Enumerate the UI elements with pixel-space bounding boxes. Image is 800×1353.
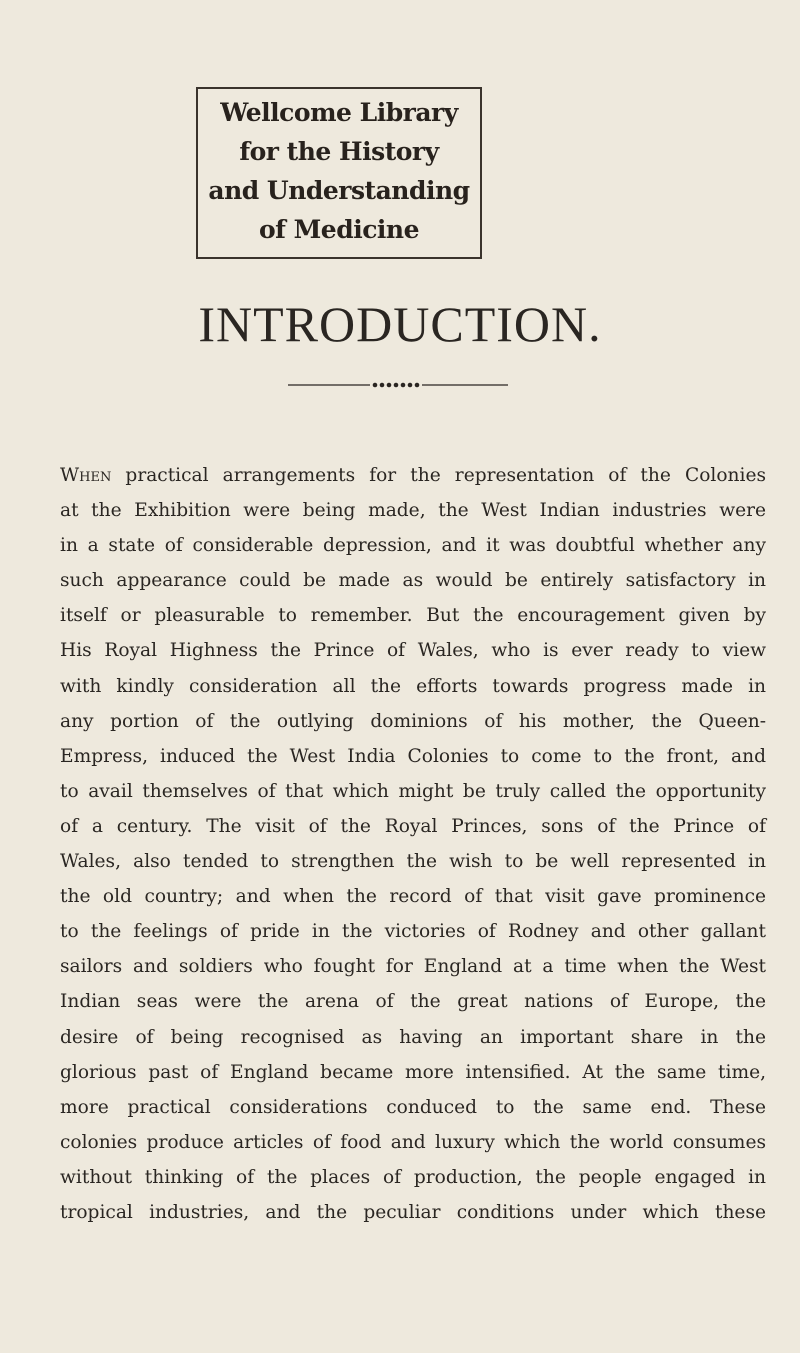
stamp-line: and Understanding (208, 176, 470, 205)
text-line: His Royal Highness the Prince of Wales, who is ever ready to view (60, 640, 766, 662)
text-line: the old country; and when the record of that visit gave prominence (60, 886, 766, 908)
text-line: glorious past of England became more intensified. At the same time, (60, 1061, 766, 1083)
page-title: INTRODUCTION. (198, 296, 602, 352)
text-line: at the Exhibition were being made, the West Indian industries were (60, 500, 766, 522)
text-line: Wales, also tended to strengthen the wish to be well represented in (60, 851, 766, 873)
text-line: of a century. The visit of the Royal Princes, sons of the Prince of (60, 815, 766, 837)
text-line: desire of being recognised as having an important share in the (60, 1026, 766, 1048)
text-line: without thinking of the places of production, the people engaged in (60, 1166, 766, 1188)
stamp-line: Wellcome Library (220, 98, 458, 127)
text-line: to avail themselves of that which might be truly called the opportunity (60, 780, 766, 802)
text-line: tropical industries, and the peculiar conditions under which these (60, 1201, 766, 1223)
stamp-line: for the History (239, 137, 439, 166)
text-line: itself or pleasurable to remember. But the encouragement given by (60, 605, 766, 627)
text-line: Empress, induced the West India Colonies to come to the front, and (60, 745, 766, 767)
text-line: sailors and soldiers who fought for England at a time when the West (60, 956, 766, 978)
text-line: more practical considerations conduced to the same end. These (60, 1096, 766, 1118)
text-line: colonies produce articles of food and luxury which the world consumes (60, 1131, 766, 1153)
text-line: to the feelings of pride in the victories of Rodney and other gallant (60, 921, 766, 943)
stamp-line: of Medicine (259, 215, 419, 244)
body-paragraph (60, 458, 766, 1230)
text-line: with kindly consideration all the efforts towards progress made in (60, 675, 766, 697)
ornamental-divider (288, 380, 508, 390)
first-word: When (60, 465, 112, 486)
text-line: such appearance could be made as would be entirely satisfactory in (60, 570, 766, 592)
text-line: in a state of considerable depression, and it was doubtful whether any (60, 535, 766, 557)
text-line: Indian seas were the arena of the great nations of Europe, the (60, 991, 766, 1013)
text-line: any portion of the outlying dominions of his mother, the Queen- (60, 710, 766, 732)
library-stamp (196, 87, 482, 259)
text-line: When practical arrangements for the representation of the Colonies (60, 465, 766, 486)
